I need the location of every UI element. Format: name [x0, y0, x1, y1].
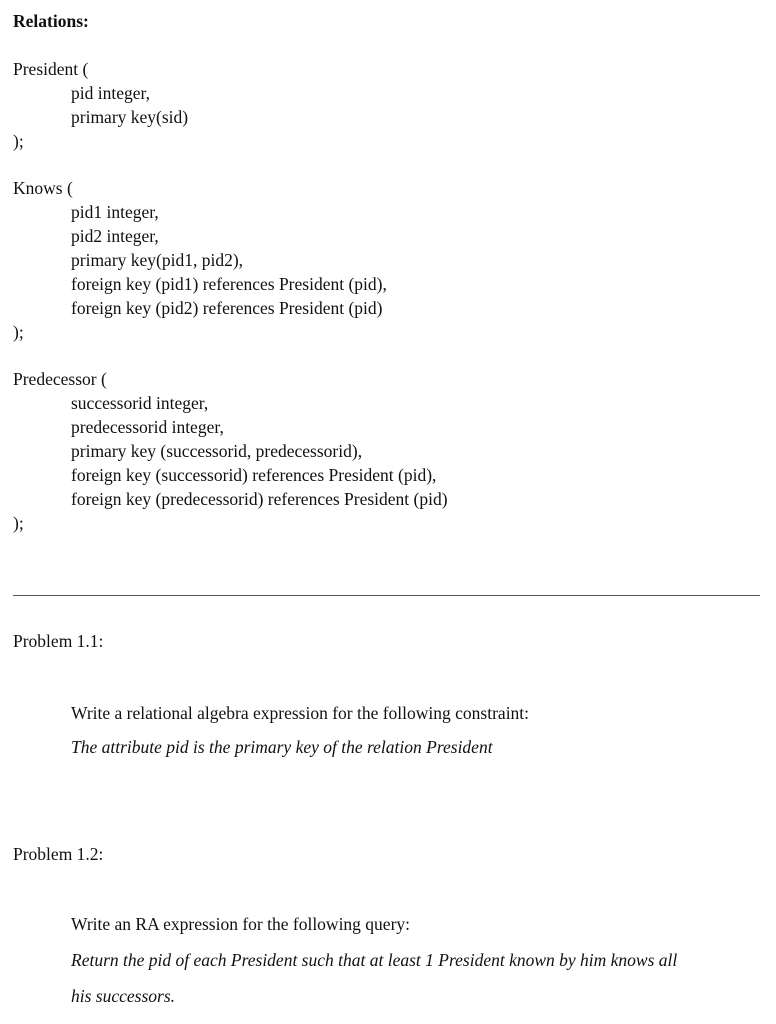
problem-1-1-instruction: Write a relational algebra expression for the following constraint: [71, 703, 530, 723]
knows-attr-line: primary key(pid1, pid2), [71, 250, 244, 270]
knows-attr-line: pid2 integer, [71, 226, 159, 246]
problem-1-2-statement-line2: his successors. [71, 986, 176, 1006]
problem-1-2-statement-line1: Return the pid of each President such that at least 1 President known by him knows all [71, 950, 678, 970]
knows-open: Knows ( [13, 178, 73, 198]
president-open: President ( [13, 59, 89, 79]
predecessor-attr-line: primary key (successorid, predecessorid), [71, 441, 363, 461]
president-attr-line: pid integer, [71, 83, 150, 103]
predecessor-attr-line: successorid integer, [71, 393, 209, 413]
president-attr-line: primary key(sid) [71, 107, 189, 127]
problem-1-1-title: Problem 1.1: [13, 631, 104, 651]
problem-1-1-statement: The attribute pid is the primary key of the relation President [71, 737, 493, 757]
president-close: ); [13, 131, 24, 151]
knows-close: ); [13, 322, 24, 342]
predecessor-attr-line: foreign key (predecessorid) references President (pid) [71, 489, 448, 509]
problem-1-2-title: Problem 1.2: [13, 844, 104, 864]
predecessor-attr-line: predecessorid integer, [71, 417, 224, 437]
knows-attr-line: foreign key (pid1) references President (pid), [71, 274, 387, 294]
section-divider [13, 595, 760, 596]
predecessor-close: ); [13, 513, 24, 533]
problem-1-2-instruction: Write an RA expression for the following query: [71, 914, 411, 934]
predecessor-open: Predecessor ( [13, 369, 107, 389]
knows-attr-line: pid1 integer, [71, 202, 159, 222]
relations-heading: Relations: [13, 11, 89, 31]
knows-attr-line: foreign key (pid2) references President (pid) [71, 298, 383, 318]
predecessor-attr-line: foreign key (successorid) references President (pid), [71, 465, 437, 485]
